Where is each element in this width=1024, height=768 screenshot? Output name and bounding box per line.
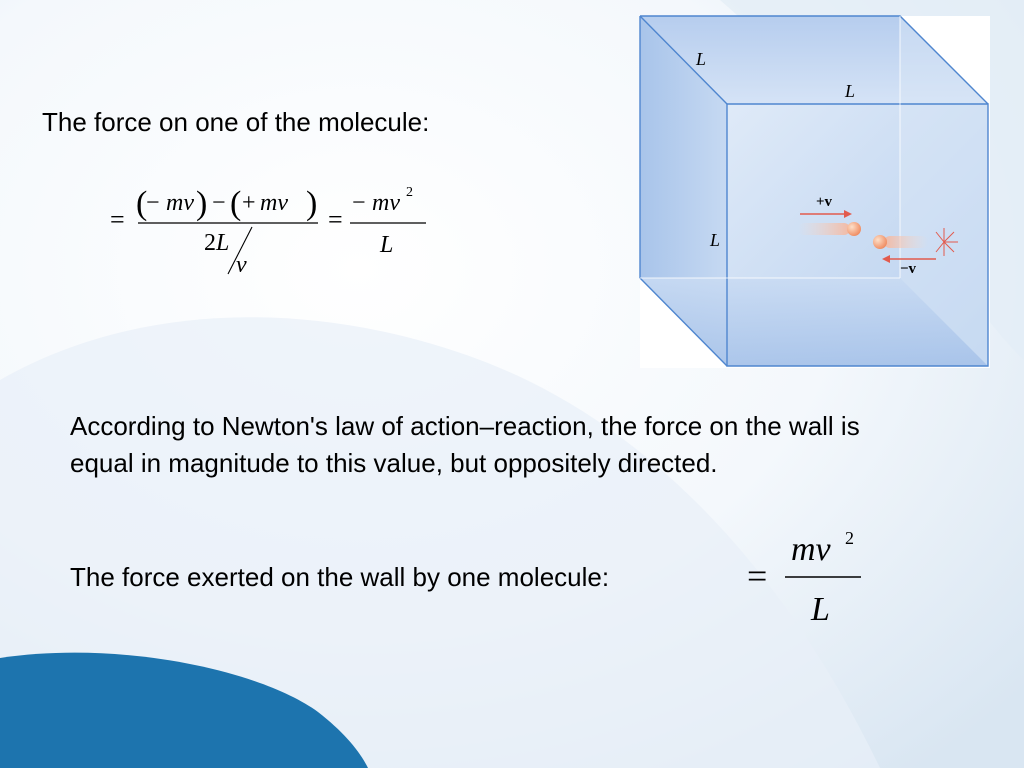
eq-den: L <box>811 591 830 628</box>
minus-between: − <box>212 190 226 216</box>
den-v: v <box>236 252 247 278</box>
force-equation <box>100 170 440 285</box>
eq-num: mv <box>791 531 831 568</box>
paren-open-1: ( <box>136 185 148 222</box>
force-label: The force exerted on the wall by one molecule: <box>70 562 610 592</box>
paren-close-1: ) <box>196 185 208 222</box>
edge-label-2: L <box>845 81 856 101</box>
minus-v-label: −v <box>900 261 917 277</box>
mv-2: mv <box>260 190 288 216</box>
cube-figure <box>640 16 990 368</box>
heading: The force on one of the molecule: <box>42 107 430 137</box>
eq-exp: 2 <box>845 528 854 548</box>
paren-open-2: ( <box>230 185 242 222</box>
paren-close-2: ) <box>306 185 318 222</box>
plus-v-label: +v <box>816 194 833 210</box>
den-3: L <box>380 232 394 258</box>
molecule-right <box>847 222 861 236</box>
eq1-equals: = <box>110 205 125 234</box>
minus-3: − <box>352 190 366 216</box>
molecule-trail-left <box>884 236 928 248</box>
plus-2: + <box>242 190 256 216</box>
molecule-trail-right <box>798 223 850 235</box>
newton-paragraph: According to Newton's law of action–reaction, the force on the wall is equal in magnitude to this value, but oppositely directed. <box>70 411 860 478</box>
den-2: 2 <box>204 230 216 256</box>
eq-equals: = <box>747 556 768 596</box>
mv-3: mv <box>372 190 400 216</box>
den-L: L <box>216 230 230 256</box>
edge-label-1: L <box>696 49 707 69</box>
minus-1: − <box>146 190 160 216</box>
mv-1: mv <box>166 190 194 216</box>
molecule-left <box>873 235 887 249</box>
wall-force-equation <box>745 520 875 630</box>
exp-3: 2 <box>406 185 413 200</box>
eq2-equals: = <box>328 205 343 234</box>
edge-label-3: L <box>710 230 721 250</box>
